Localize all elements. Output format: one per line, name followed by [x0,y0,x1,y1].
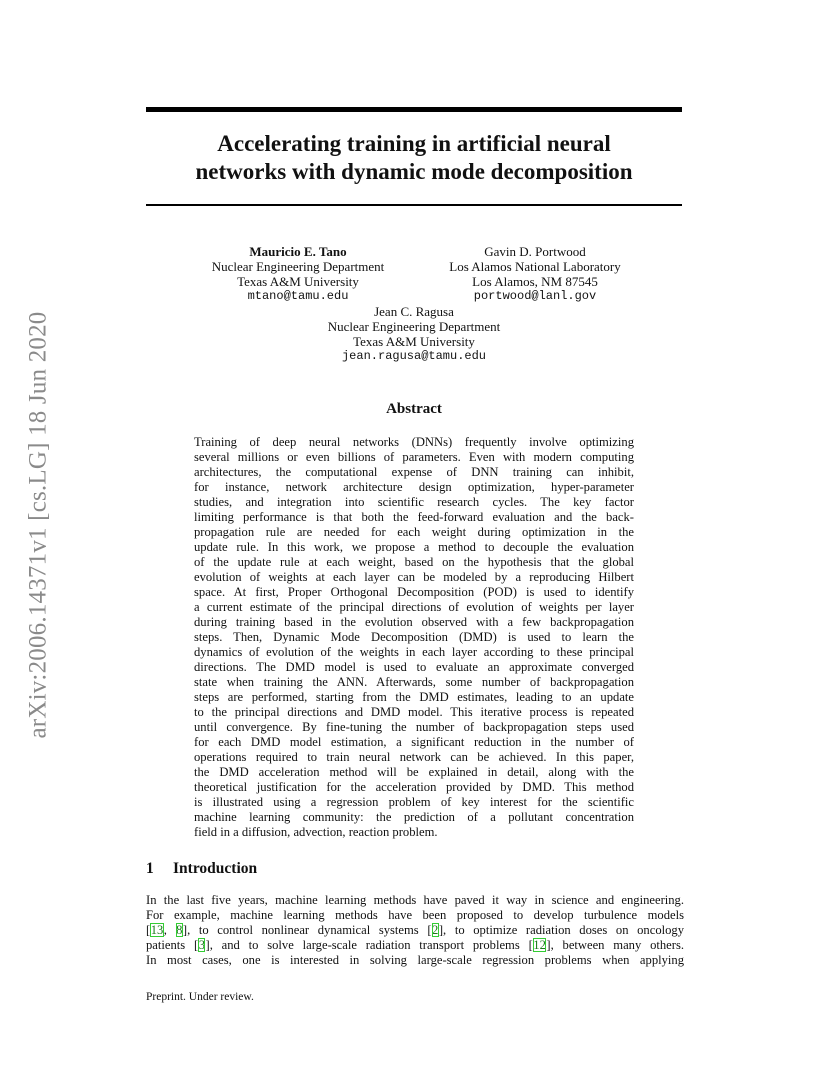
title-rule-top [146,107,682,112]
abstract-line: machine learning community: the prediction of a pollutant concentration [194,810,634,824]
author-name: Jean C. Ragusa [374,304,454,319]
author-name: Mauricio E. Tano [249,244,347,259]
intro-line: patients [3], and to solve large-scale radiation transport problems [12], between many others. [146,938,684,952]
abstract-line: several millions or even billions of parameters. Even with modern computing [194,450,634,464]
abstract-line: steps. Then, Dynamic Mode Decomposition (DMD) is used to learn the [194,630,634,644]
abstract-line: of the update rule at each weight, based on the hypothesis that the global [194,555,634,569]
abstract-line: for instance, network architecture design optimization, hyper-parameter [194,480,634,494]
abstract-line: a current estimate of the principal directions of evolution of weights per layer [194,600,634,614]
author-block-2 [410,244,660,304]
author-name: Gavin D. Portwood [484,244,586,259]
abstract-line: Training of deep neural networks (DNNs) frequently involve optimizing [194,435,634,449]
abstract-line: for each DMD model estimation, a significant reduction in the number of [194,735,634,749]
citation-link[interactable]: 3 [198,938,205,952]
footer-note: Preprint. Under review. [146,991,254,1003]
author-institution: Texas A&M University [237,274,359,289]
abstract-line: operations required to train neural network can be achieved. In this paper, [194,750,634,764]
author-affiliation: Nuclear Engineering Department [327,319,501,334]
abstract-line: during training based in the evolution observed with a few backpropagation [194,615,634,629]
abstract-line: propagation rule are needed for each weight during optimization in the [194,525,634,539]
abstract-line: until convergence. By fine-tuning the number of backpropagation steps used [194,720,634,734]
introduction-body [146,893,684,968]
abstract-line: evolution of weights at each layer can be modeled by a reproducing Hilbert [194,570,634,584]
abstract-line: state when training the ANN. Afterwards, some number of backpropagation [194,675,634,689]
paper-title [146,130,682,186]
intro-line: [13, 8], to control nonlinear dynamical systems [2], to optimize radiation doses on oncology [146,923,685,937]
intro-line: For example, machine learning methods have been proposed to develop turbulence models [146,908,684,922]
abstract-line: theoretical justification for the acceleration provided by DMD. This method [194,780,634,794]
intro-line: In the last five years, machine learning methods have paved it way in science and engineering. [146,893,684,907]
citation-link[interactable]: 8 [176,923,183,937]
author-email[interactable]: mtano@tamu.edu [247,289,349,303]
section-number: 1 [146,860,154,877]
abstract-line: to the principal directions and DMD model. This iterative process is repeated [194,705,634,719]
author-block-3 [264,304,564,364]
abstract-line: update rule. In this work, we propose a method to decouple the evaluation [194,540,634,554]
abstract-line: the DMD acceleration method will be explained in detail, along with the [194,765,634,779]
author-block-1 [176,244,420,304]
citation-link[interactable]: 12 [533,938,546,952]
author-institution: Los Alamos, NM 87545 [472,274,598,289]
author-institution: Texas A&M University [353,334,475,349]
arxiv-identifier-text: arXiv:2006.14371v1 [cs.LG] 18 Jun 2020 [24,311,51,739]
abstract-line: architectures, the computational expense of DNN training can inhibit, [194,465,634,479]
author-email[interactable]: jean.ragusa@tamu.edu [341,349,487,363]
title-line-1: Accelerating training in artificial neural [217,131,611,156]
citation-link[interactable]: 13 [150,923,164,937]
arxiv-identifier [18,290,58,760]
abstract-line: space. At first, Proper Orthogonal Decomposition (POD) is used to identify [194,585,634,599]
intro-line: In most cases, one is interested in solving large-scale regression problems when applying [146,953,684,967]
abstract-line: steps are performed, starting from the DMD estimates, leading to an update [194,690,634,704]
abstract-body [194,435,634,840]
author-affiliation: Los Alamos National Laboratory [449,259,621,274]
citation-link[interactable]: 2 [432,923,439,937]
abstract-line: is illustrated using a regression problem of key interest for the scientific [194,795,634,809]
author-email[interactable]: portwood@lanl.gov [473,289,597,303]
author-affiliation: Nuclear Engineering Department [211,259,385,274]
abstract-line: studies, and integration into scientific research cycles. The key factor [194,495,634,509]
abstract-line: directions. The DMD model is used to evaluate an approximate converged [194,660,634,674]
abstract-line: dynamics of evolution of the weights in each layer according to these principal [194,645,634,659]
abstract-line: field in a diffusion, advection, reaction problem. [194,825,438,839]
abstract-line: limiting performance is that both the feed-forward evaluation and the back- [194,510,634,524]
title-line-2: networks with dynamic mode decomposition [195,159,633,184]
section-title: Introduction [173,860,258,877]
abstract-heading: Abstract [386,401,442,417]
section-heading-introduction [146,860,682,878]
title-rule-bottom [146,204,682,206]
